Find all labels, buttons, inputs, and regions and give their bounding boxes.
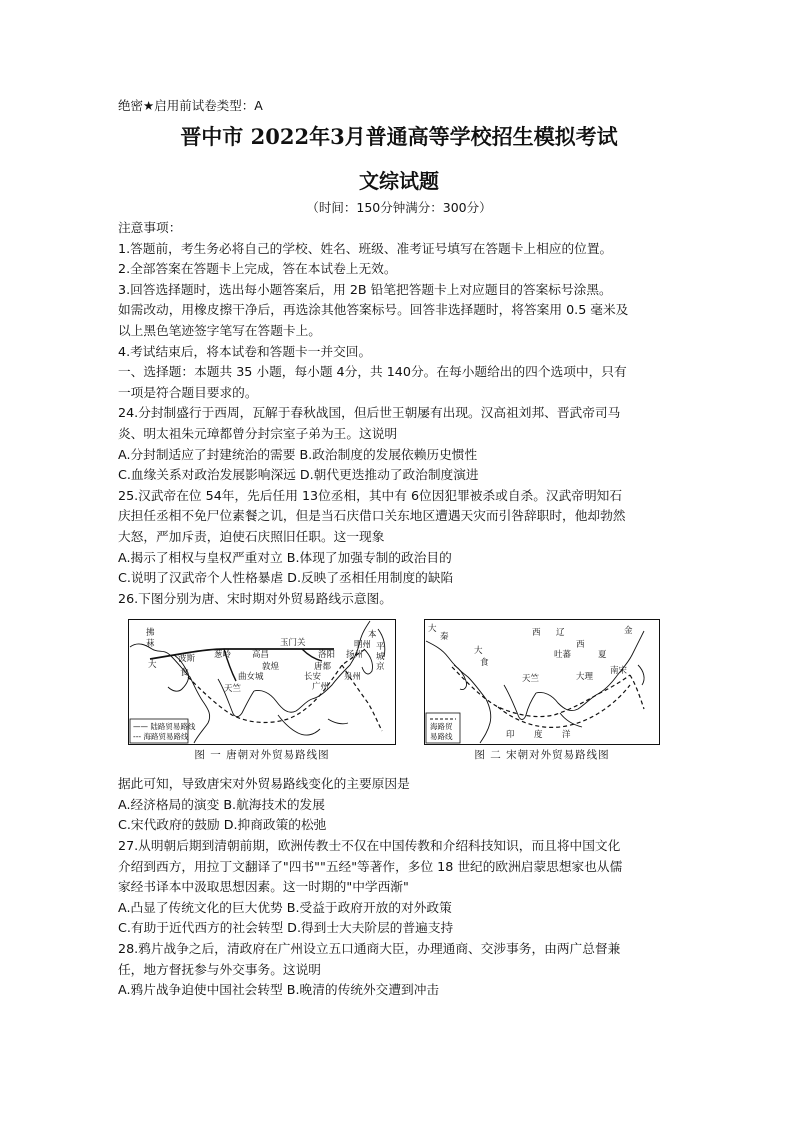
question-options: A.揭示了相权与皇权严重对立 B.体现了加强专制的政治目的 <box>118 549 452 565</box>
question-options: C.说明了汉武帝个人性格暴虐 D.反映了丞相任用制度的缺陷 <box>118 570 454 586</box>
legend-land: —— 陆路贸易路线 <box>133 722 196 732</box>
map-label: 秦 <box>440 632 449 643</box>
map-label: 天竺 <box>224 684 242 695</box>
map-label: 食 <box>480 658 489 669</box>
map-label: 城 <box>376 652 385 663</box>
question-stem: 24.分封制盛行于西周，瓦解于春秋战国，但后世王朝屡有出现。汉高祖刘邦、晋武帝司马 <box>118 405 621 421</box>
map-label: 高昌 <box>252 650 270 661</box>
exam-subtitle: 文综试题 <box>359 169 439 193</box>
section-line: 一、选择题：本题共 35 小题，每小题 4分，共 140分。在每小题给出的四个选项中，只有 <box>118 364 627 380</box>
map-figures <box>118 619 680 764</box>
question-28 <box>118 939 680 1001</box>
question-stem: 26.下图分别为唐、宋时期对外贸易路线示意图。 <box>118 590 392 606</box>
map-label: 本 <box>368 630 377 641</box>
notice-heading: 注意事项： <box>118 220 182 235</box>
map-label: 辽 <box>556 628 565 639</box>
map-label: 平 <box>376 642 385 653</box>
exam-title: 晋中市 2022年3月普通高等学校招生模拟考试 <box>180 124 618 149</box>
notice-line: 4.考试结束后，将本试卷和答题卡一并交回。 <box>118 343 372 359</box>
map-label: 印 <box>506 730 515 741</box>
map-label: 食 <box>180 668 189 679</box>
map-label: 西 <box>576 640 585 651</box>
map-label: 长安 <box>304 672 322 683</box>
section-heading <box>118 362 680 403</box>
question-options: A.分封制适应了封建统治的需要 B.政治制度的发展依赖历史惯性 <box>118 446 478 462</box>
question-stem: 据此可知，导致唐宋对外贸易路线变化的主要原因是 <box>118 776 410 792</box>
question-27 <box>118 836 680 939</box>
legend-sea: --- 海路贸易路线 <box>133 732 189 742</box>
question-24 <box>118 403 680 485</box>
map-label: 唐都 <box>314 662 332 673</box>
map-label: 京 <box>376 662 385 673</box>
map-label: 广州 <box>312 682 330 693</box>
question-stem: 25.汉武帝在位 54年，先后任用 13位丞相，其中有 6位因犯罪被杀或自杀。汉武帝明知石 <box>118 487 623 503</box>
map-label: 波斯 <box>178 654 196 665</box>
map-label: 葱岭 <box>214 650 232 661</box>
map-label: 曲女城 <box>238 672 264 683</box>
question-stem: 家经书译本中汲取思想因素。这一时期的"中学西渐" <box>118 879 409 895</box>
figure-caption: 图 一 唐朝对外贸易路线图 <box>194 749 330 762</box>
figure-caption: 图 二 宋朝对外贸易路线图 <box>474 749 610 762</box>
question-25 <box>118 486 680 589</box>
legend-sea: 海路贸 <box>430 722 453 732</box>
question-options: A.经济格局的演变 B.航海技术的发展 <box>118 796 325 812</box>
map-label: 金 <box>624 626 633 637</box>
tang-trade-map <box>128 619 396 763</box>
notice-line: 以上黑色笔迹签字笔写在答题卡上。 <box>118 322 321 338</box>
question-stem: 大怒，严加斥责，迫使石庆照旧任职。这一现象 <box>118 528 385 544</box>
map-label: 天竺 <box>522 674 540 685</box>
map-label: 大理 <box>576 672 594 683</box>
question-stem: 27.从明朝后期到清朝前期，欧洲传教士不仅在中国传教和介绍科技知识，而且将中国文化 <box>118 838 621 854</box>
map-label: 扬州 <box>346 650 364 661</box>
map-label: 洋 <box>562 730 571 741</box>
legend-sea: 易路线 <box>430 732 453 742</box>
question-stem: 炎、明太祖朱元璋都曾分封宗室子弟为王。这说明 <box>118 425 398 441</box>
map-label: 夏 <box>598 650 607 661</box>
secret-label: 绝密★启用前试卷类型：A <box>118 98 263 113</box>
map-label: 菻 <box>146 639 155 650</box>
question-26 <box>118 589 680 836</box>
song-trade-map <box>424 619 660 763</box>
map-label: 明州 <box>354 640 372 651</box>
map-label: 洛阳 <box>318 650 336 661</box>
notice-line: 1.答题前，考生务必将自己的学校、姓名、班级、准考证号填写在答题卡上相应的位置。 <box>118 240 613 256</box>
question-options: C.血缘关系对政治发展影响深远 D.朝代更迭推动了政治制度演进 <box>118 467 479 483</box>
exam-page <box>118 96 680 1001</box>
notice-line: 2.全部答案在答题卡上完成，答在本试卷上无效。 <box>118 261 397 277</box>
map-label: 西 <box>532 628 541 639</box>
map-label: 泉州 <box>344 672 362 683</box>
question-stem: 介绍到西方，用拉丁文翻译了"四书""五经"等著作，多位 18 世纪的欧洲启蒙思想家也从儒 <box>118 858 623 874</box>
song-map-svg <box>424 619 660 745</box>
map-label: 玉门关 <box>280 638 306 649</box>
question-options: A.鸦片战争迫使中国社会转型 B.晚清的传统外交遭到冲击 <box>118 982 440 998</box>
map-label: 南宋 <box>610 666 628 677</box>
map-label: 拂 <box>146 628 155 639</box>
section-line: 一项是符合题目要求的。 <box>118 384 258 400</box>
notice-line: 如需改动，用橡皮擦干净后，再选涂其他答案标号。回答非选择题时，将答案用 0.5 毫米及 <box>118 302 629 318</box>
map-label: 敦煌 <box>262 662 280 673</box>
question-options: C.有助于近代西方的社会转型 D.得到士大夫阶层的普遍支持 <box>118 920 454 936</box>
map-label: 吐蕃 <box>554 650 572 661</box>
tang-map-svg <box>128 619 396 745</box>
question-stem: 28.鸦片战争之后，清政府在广州设立五口通商大臣，办理通商、交涉事务，由两广总督兼 <box>118 941 621 957</box>
time-score: （时间：150分钟满分：300分） <box>306 200 492 215</box>
question-options: A.凸显了传统文化的巨大优势 B.受益于政府开放的对外政策 <box>118 899 452 915</box>
map-label: 度 <box>534 730 543 741</box>
map-label: 大 <box>148 660 157 671</box>
map-label: 大 <box>474 646 483 657</box>
question-stem: 任，地方督抚参与外交事务。这说明 <box>118 961 321 977</box>
notice-line: 3.回答选择题时，选出每小题答案后，用 2B 铅笔把答题卡上对应题目的答案标号涂黑。 <box>118 281 612 297</box>
question-stem: 庆担任丞相不免尸位素餐之讥，但是当石庆借口关东地区遭遇天灾而引咎辞职时，他却勃然 <box>118 508 626 524</box>
question-options: C.宋代政府的鼓励 D.抑商政策的松弛 <box>118 817 327 833</box>
notice-block <box>118 218 680 362</box>
map-label: 大 <box>428 624 437 635</box>
